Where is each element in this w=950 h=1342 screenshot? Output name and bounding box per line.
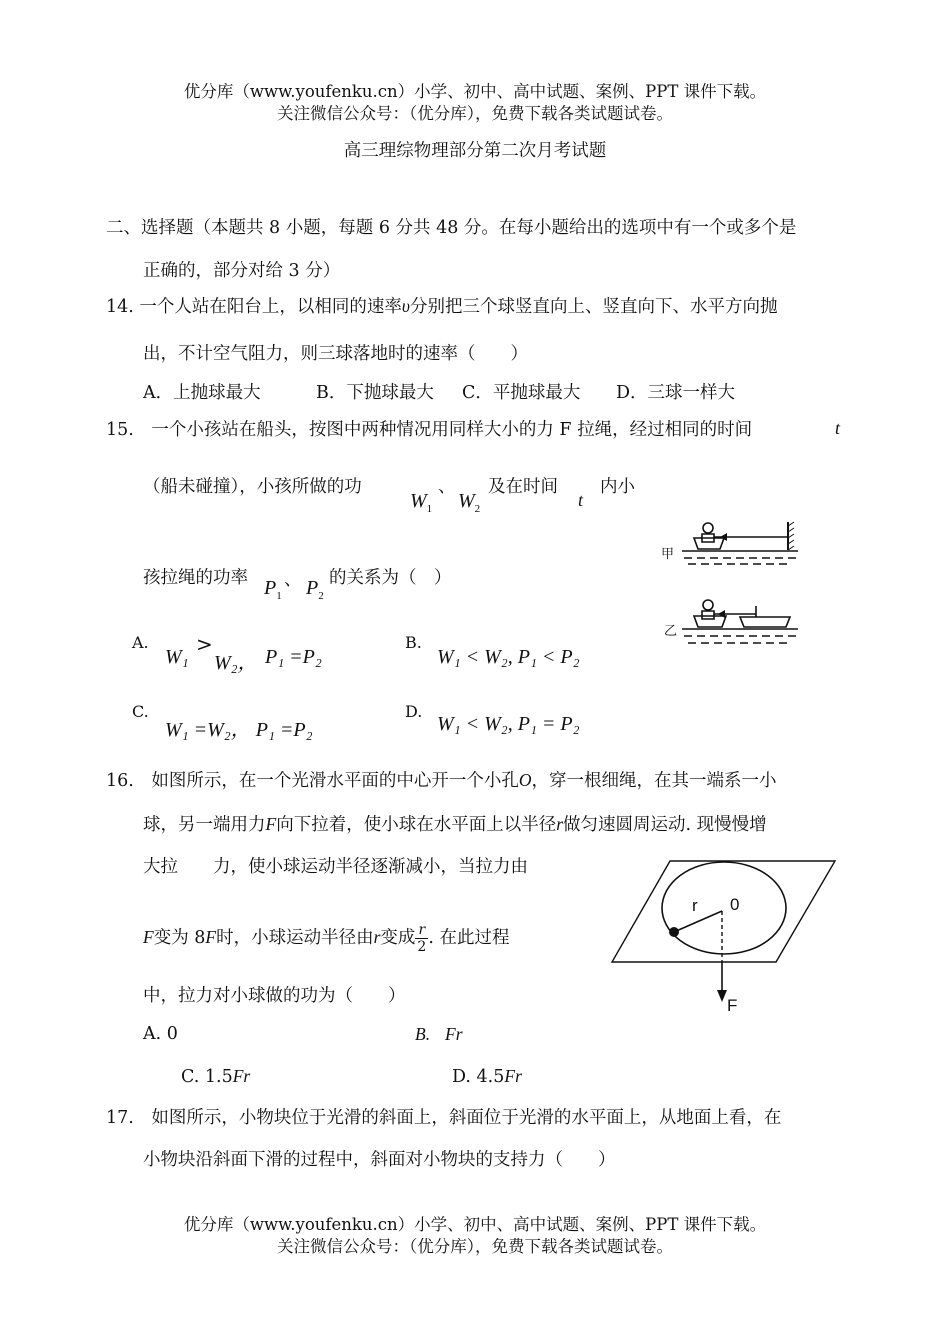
q15-option-a-w2: W₂， bbox=[214, 652, 258, 674]
q15-option-a-w1: W₁ bbox=[165, 646, 189, 668]
q15-line-3a: 孩拉绳的功率 bbox=[143, 568, 248, 588]
q16-option-b-label: B. bbox=[415, 1024, 431, 1044]
q15-option-b: W₁ < W₂, P₁ < P₂ bbox=[437, 646, 580, 668]
circular-path bbox=[662, 862, 786, 954]
q15-var-p1: $P_1$ bbox=[264, 577, 282, 602]
q15-line-2a: （船未碰撞），小孩所做的功 bbox=[143, 477, 362, 497]
exam-title: 高三理综物理部分第二次月考试题 bbox=[343, 141, 607, 161]
q14-option-b: B．下抛球最大 bbox=[316, 383, 434, 403]
q14-option-a: A．上抛球最大 bbox=[143, 383, 261, 403]
fraction-r-over-2: $\frac{r}{2}$ bbox=[417, 922, 427, 955]
q16-option-a: A. 0 bbox=[143, 1024, 178, 1044]
figure-label-jia: 甲 bbox=[661, 547, 675, 562]
q15-option-c: W₁ =W₂， P₁ =P₂ bbox=[165, 719, 313, 741]
q15-var-w2: $W_2$ bbox=[458, 490, 481, 515]
q16-line-1 bbox=[106, 767, 776, 792]
figure-jia-scene bbox=[682, 522, 798, 564]
q16-option-b: Fr bbox=[445, 1024, 463, 1044]
q16-var-o: O bbox=[518, 770, 532, 790]
header-line-2: 关注微信公众号：（优分库），免费下载各类试题试卷。 bbox=[277, 104, 673, 123]
child-head-icon bbox=[703, 600, 713, 610]
q15-var-t: t bbox=[835, 418, 841, 438]
q16-line-2: 球，另一端用力F向下拉着，使小球在水平面上以半径r做匀速圆周运动. 现慢慢增 bbox=[143, 814, 767, 835]
section-line-1: 二、选择题（本题共 8 小题，每题 6 分共 48 分。在每小题给出的选项中有一个或多个是 bbox=[106, 218, 797, 238]
figure-yi-scene bbox=[682, 600, 798, 643]
q14-option-c: C．平抛球最大 bbox=[462, 383, 581, 403]
q16-line-4: F变为 8F时，小球运动半径由r变成 $\frac{r}{2}$ . 在此过程 bbox=[143, 922, 510, 955]
figure-label-r: r bbox=[692, 896, 698, 915]
q16-circular-motion-figure bbox=[610, 858, 840, 1018]
section-line-2: 正确的，部分对给 3 分） bbox=[143, 261, 341, 281]
q15-option-d: W₁ < W₂, P₁ = P₂ bbox=[437, 713, 580, 735]
boat-jia-icon bbox=[694, 538, 724, 549]
footer-line-2: 关注微信公众号：（优分库），免费下载各类试题试卷。 bbox=[277, 1237, 673, 1256]
radius-line bbox=[674, 911, 722, 932]
q17-line-1: 17. 如图所示，小物块位于光滑的斜面上，斜面位于光滑的水平面上，从地面上看，在 bbox=[106, 1108, 782, 1128]
footer-line-1: 优分库（www.youfenku.cn）小学、初中、高中试题、案例、PPT 课件下载。 bbox=[183, 1215, 767, 1234]
q15-line-2c: 内小 bbox=[600, 477, 635, 497]
q16-option-c: C. 1.5Fr bbox=[181, 1066, 251, 1087]
q16-stem-pre: 16. 如图所示，在一个光滑水平面的中心开一个小孔 bbox=[106, 771, 519, 791]
q15-line-3b: 的关系为（ ） bbox=[329, 568, 452, 588]
figure-label-yi: 乙 bbox=[664, 624, 678, 639]
q16-line-5: 中，拉力对小球做的功为（ ） bbox=[143, 986, 406, 1006]
q15-line-2b: 及在时间 bbox=[488, 477, 558, 497]
q14-var-v: υ bbox=[401, 296, 410, 316]
figure-label-f: F bbox=[727, 996, 738, 1015]
q14-line-2: 出，不计空气阻力，则三球落地时的速率（ ） bbox=[143, 344, 528, 364]
q15-var-p2: $P_2$ bbox=[306, 577, 324, 602]
q15-var-t2: t bbox=[578, 490, 584, 510]
q15-sep: 、 bbox=[438, 477, 456, 497]
q15-var-w1: $W_1$ bbox=[410, 490, 433, 515]
q15-option-b-label: B. bbox=[405, 633, 422, 652]
q14-line-1 bbox=[106, 293, 777, 318]
header-line-1: 优分库（www.youfenku.cn）小学、初中、高中试题、案例、PPT 课件下载。 bbox=[183, 82, 767, 101]
boat-yi-right-icon bbox=[740, 617, 790, 627]
horizontal-plane bbox=[612, 861, 835, 962]
q15-line-1: 15. 一个小孩站在船头，按图中两种情况用同样大小的力 F 拉绳，经过相同的时间 bbox=[106, 420, 753, 440]
q14-stem-post: 分别把三个球竖直向上、竖直向下、水平方向抛 bbox=[409, 297, 778, 317]
q15-option-c-label: C. bbox=[132, 702, 149, 721]
q14-option-d: D．三球一样大 bbox=[616, 383, 736, 403]
q15-option-a-gt: > bbox=[196, 632, 213, 656]
q14-stem-pre: 14. 一个人站在阳台上，以相同的速率 bbox=[106, 297, 402, 317]
q15-option-d-label: D. bbox=[405, 702, 423, 721]
boat-yi-left-icon bbox=[694, 616, 726, 627]
arrow-down-icon bbox=[717, 990, 727, 1002]
q15-option-a-label: A. bbox=[132, 633, 149, 652]
q15-sep-2: 、 bbox=[284, 570, 302, 590]
q15-boats-figure bbox=[664, 518, 804, 660]
q16-line-3: 大拉 力，使小球运动半径逐渐减小，当拉力由 bbox=[143, 857, 528, 877]
q15-option-a-p: P₁ =P₂ bbox=[265, 646, 322, 668]
q16-stem-post: ，穿一根细绳，在其一端系一小 bbox=[531, 771, 777, 791]
figure-label-o: 0 bbox=[730, 895, 740, 914]
q17-line-2: 小物块沿斜面下滑的过程中，斜面对小物块的支持力（ ） bbox=[143, 1150, 616, 1170]
q16-option-d: D. 4.5Fr bbox=[452, 1066, 522, 1087]
child-head-icon bbox=[703, 523, 713, 533]
